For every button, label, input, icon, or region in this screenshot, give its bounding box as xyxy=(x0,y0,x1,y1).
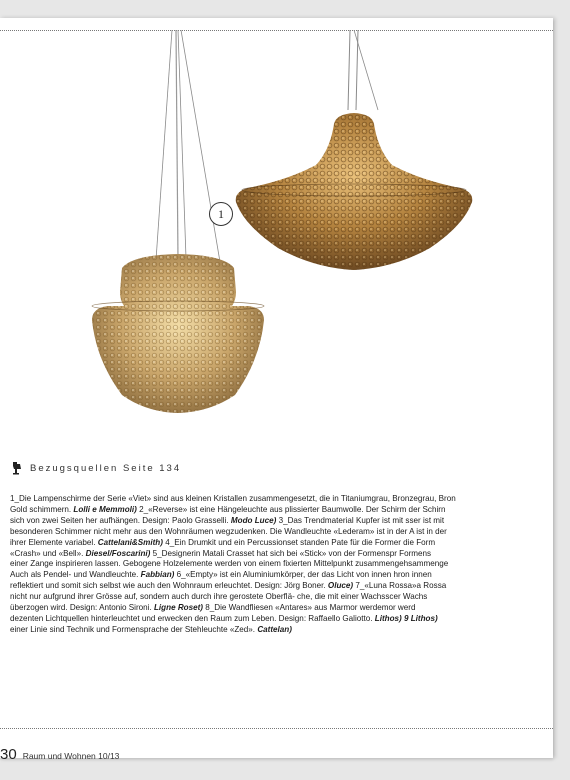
pendant-lamps-photo xyxy=(60,30,490,430)
sources-heading xyxy=(10,461,181,475)
page-footer xyxy=(0,746,119,763)
lamp1-cord xyxy=(156,30,172,260)
text-line: Auch als Pendel- und Wandleuchte. Fabbian) 6_«Empty» ist ein Aluminiumkörper, der das Licht von innen hron innen xyxy=(10,570,432,580)
text-line: dezenten Lichtquellen hinterleuchtet und erwecken den Raum zum Leben. Design: Raffaello Galiotto. Lithos) 9 Lithos) xyxy=(10,613,438,623)
text-line: einer Zange inspirieren lassen. Gebogene Holzelemente werden von einem fixierten Mittelpunkt zusammengehsammenge xyxy=(10,559,449,569)
bottom-dotted-rule xyxy=(0,728,553,729)
text-line: Gold schimmern. Lolli e Memmoli) 2_«Reverse» ist eine Hängeleuchte aus plissierter Baumwolle. Der Schirm der Schirn xyxy=(10,504,446,514)
text-line: «Crash» und «Bell». Diesel/Foscarini) 5_Designerin Matali Crasset hat sich bei «Stick» von der Formenspr Formens xyxy=(10,548,432,558)
text-line: ihrer Elemente variabel. Cattelani&Smith) 4_Ein Drumkit und ein Percussionset standen Pate für die Former die Form xyxy=(10,537,436,547)
text-line: überzogen wird. Design: Antonio Sironi. Ligne Roset) 8_Die Wandfliesen «Antares» aus Marmor werdemor werd xyxy=(10,603,416,613)
text-line: 1_Die Lampenschirme der Serie «Viet» sind aus kleinen Kristallen zusammengesetzt, die in Titaniumgrau, Bronzegrau, Bron xyxy=(10,494,456,503)
product-description-text xyxy=(10,494,545,636)
page-number: 30 xyxy=(0,746,17,763)
figure-marker-1: 1 xyxy=(209,202,233,226)
lamp2-shade xyxy=(236,113,473,270)
text-line: einer Linie sind Technik und Formensprache der Stehleuchte «Zed». Cattelan) xyxy=(10,624,292,634)
lamp-icon xyxy=(10,461,24,475)
text-line: reflektiert und somit sich selbst wie auch den Wohnraum erleuchtet. Design: Jörg Boner. Oluce) 7_«Luna Rossa»a Rossa xyxy=(10,581,447,591)
text-line: sich von zwei Seiten her aufhängen. Design: Paolo Grasselli. Modo Luce) 3_Das Trendmaterial Kupfer ist mit sser ist mit xyxy=(10,515,445,525)
sources-heading-text: Bezugsquellen Seite 134 xyxy=(30,462,182,474)
magazine-issue: Raum und Wohnen 10/13 xyxy=(22,751,120,761)
lamp1-shade xyxy=(92,254,264,413)
text-line: nicht nur aufgrund ihrer Grösse auf, sondern auch durch ihre gerostete Oberflä- che, die mit einer Wachsscer Wachs xyxy=(10,592,428,602)
text-line: besonderen Schimmer nicht mehr aus den Wohnräumen wegzudenken. Die Wandleuchte «Lederam» ist in der A ist in der xyxy=(10,526,447,536)
